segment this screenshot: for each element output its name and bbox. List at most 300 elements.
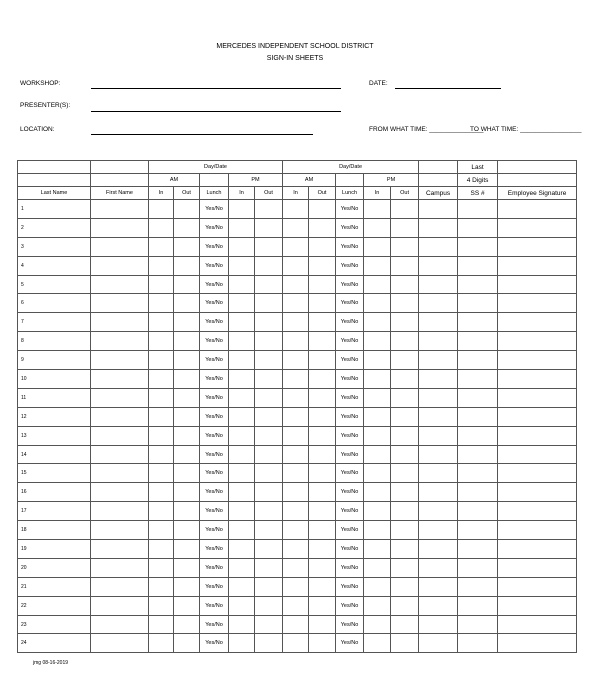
- pm-out-cell-2[interactable]: [391, 464, 419, 483]
- lunch-cell-2[interactable]: [336, 200, 364, 219]
- pm-out-cell-1[interactable]: [255, 313, 283, 332]
- pm-out-cell-1[interactable]: [255, 370, 283, 389]
- am-in-cell-1[interactable]: [149, 483, 174, 502]
- pm-out-cell-2[interactable]: [391, 596, 419, 615]
- ss-digits-cell[interactable]: [458, 558, 498, 577]
- pm-in-cell-2[interactable]: [364, 294, 391, 313]
- am-out-cell-2[interactable]: [309, 483, 336, 502]
- am-out-cell-1[interactable]: [174, 351, 200, 370]
- lunch-cell-2[interactable]: [336, 351, 364, 370]
- pm-in-cell-2[interactable]: [364, 502, 391, 521]
- pm-out-cell-1[interactable]: [255, 388, 283, 407]
- am-out-cell-2[interactable]: [309, 275, 336, 294]
- pm-in-cell-2[interactable]: [364, 483, 391, 502]
- last-name-cell[interactable]: [18, 445, 91, 464]
- lunch-cell-1[interactable]: [200, 313, 229, 332]
- lunch-cell-1[interactable]: [200, 237, 229, 256]
- first-name-cell[interactable]: [91, 294, 149, 313]
- lunch-cell-1[interactable]: [200, 483, 229, 502]
- am-out-cell-2[interactable]: [309, 218, 336, 237]
- last-name-cell[interactable]: [18, 407, 91, 426]
- pm-in-cell-2[interactable]: [364, 275, 391, 294]
- am-out-cell-1[interactable]: [174, 596, 200, 615]
- pm-in-cell-2[interactable]: [364, 388, 391, 407]
- lunch-cell-2[interactable]: [336, 577, 364, 596]
- pm-in-cell-2[interactable]: [364, 577, 391, 596]
- am-in-cell-2[interactable]: [283, 540, 309, 559]
- last-name-cell[interactable]: [18, 577, 91, 596]
- pm-out-cell-1[interactable]: [255, 558, 283, 577]
- lunch-cell-2[interactable]: [336, 426, 364, 445]
- am-in-cell-1[interactable]: [149, 596, 174, 615]
- am-out-cell-2[interactable]: [309, 540, 336, 559]
- ss-digits-cell[interactable]: [458, 634, 498, 653]
- lunch-cell-2[interactable]: [336, 502, 364, 521]
- am-out-cell-2[interactable]: [309, 464, 336, 483]
- lunch-cell-2[interactable]: [336, 407, 364, 426]
- location-line[interactable]: [91, 134, 313, 135]
- ss-digits-cell[interactable]: [458, 521, 498, 540]
- am-in-cell-1[interactable]: [149, 615, 174, 634]
- last-name-cell[interactable]: [18, 558, 91, 577]
- pm-in-cell-2[interactable]: [364, 464, 391, 483]
- signature-cell[interactable]: [498, 237, 577, 256]
- last-name-cell[interactable]: [18, 332, 91, 351]
- lunch-cell-1[interactable]: [200, 615, 229, 634]
- first-name-cell[interactable]: [91, 351, 149, 370]
- last-name-cell[interactable]: [18, 370, 91, 389]
- am-out-cell-2[interactable]: [309, 407, 336, 426]
- pm-in-cell-1[interactable]: [229, 426, 255, 445]
- lunch-cell-2[interactable]: [336, 388, 364, 407]
- first-name-cell[interactable]: [91, 596, 149, 615]
- am-out-cell-2[interactable]: [309, 502, 336, 521]
- am-in-cell-1[interactable]: [149, 388, 174, 407]
- pm-in-cell-2[interactable]: [364, 596, 391, 615]
- pm-in-cell-1[interactable]: [229, 332, 255, 351]
- pm-out-cell-2[interactable]: [391, 445, 419, 464]
- first-name-cell[interactable]: [91, 558, 149, 577]
- pm-out-cell-2[interactable]: [391, 483, 419, 502]
- am-in-cell-2[interactable]: [283, 521, 309, 540]
- lunch-cell-1[interactable]: [200, 577, 229, 596]
- pm-in-cell-2[interactable]: [364, 370, 391, 389]
- last-name-cell[interactable]: [18, 313, 91, 332]
- ss-digits-cell[interactable]: [458, 332, 498, 351]
- signature-cell[interactable]: [498, 445, 577, 464]
- first-name-cell[interactable]: [91, 332, 149, 351]
- pm-out-cell-2[interactable]: [391, 540, 419, 559]
- campus-cell[interactable]: [419, 577, 458, 596]
- pm-in-cell-2[interactable]: [364, 521, 391, 540]
- pm-in-cell-1[interactable]: [229, 370, 255, 389]
- am-out-cell-2[interactable]: [309, 388, 336, 407]
- am-in-cell-2[interactable]: [283, 426, 309, 445]
- pm-out-cell-2[interactable]: [391, 351, 419, 370]
- am-out-cell-2[interactable]: [309, 370, 336, 389]
- am-in-cell-1[interactable]: [149, 200, 174, 219]
- signature-cell[interactable]: [498, 502, 577, 521]
- pm-in-cell-1[interactable]: [229, 540, 255, 559]
- signature-cell[interactable]: [498, 313, 577, 332]
- am-in-cell-2[interactable]: [283, 577, 309, 596]
- am-out-cell-1[interactable]: [174, 464, 200, 483]
- lunch-cell-1[interactable]: [200, 445, 229, 464]
- am-in-cell-2[interactable]: [283, 256, 309, 275]
- lunch-cell-2[interactable]: [336, 521, 364, 540]
- pm-in-cell-2[interactable]: [364, 351, 391, 370]
- ss-digits-cell[interactable]: [458, 445, 498, 464]
- am-in-cell-1[interactable]: [149, 426, 174, 445]
- first-name-cell[interactable]: [91, 426, 149, 445]
- pm-out-cell-2[interactable]: [391, 237, 419, 256]
- campus-cell[interactable]: [419, 540, 458, 559]
- am-in-cell-2[interactable]: [283, 634, 309, 653]
- lunch-cell-2[interactable]: [336, 596, 364, 615]
- pm-out-cell-2[interactable]: [391, 370, 419, 389]
- am-in-cell-1[interactable]: [149, 464, 174, 483]
- am-in-cell-2[interactable]: [283, 218, 309, 237]
- signature-cell[interactable]: [498, 596, 577, 615]
- am-in-cell-2[interactable]: [283, 596, 309, 615]
- lunch-cell-2[interactable]: [336, 464, 364, 483]
- pm-out-cell-1[interactable]: [255, 407, 283, 426]
- first-name-cell[interactable]: [91, 540, 149, 559]
- am-in-cell-1[interactable]: [149, 275, 174, 294]
- last-name-cell[interactable]: [18, 634, 91, 653]
- campus-cell[interactable]: [419, 426, 458, 445]
- signature-cell[interactable]: [498, 332, 577, 351]
- pm-out-cell-2[interactable]: [391, 218, 419, 237]
- pm-in-cell-1[interactable]: [229, 445, 255, 464]
- campus-cell[interactable]: [419, 313, 458, 332]
- am-out-cell-1[interactable]: [174, 483, 200, 502]
- ss-digits-cell[interactable]: [458, 200, 498, 219]
- pm-in-cell-1[interactable]: [229, 351, 255, 370]
- am-in-cell-2[interactable]: [283, 558, 309, 577]
- am-out-cell-2[interactable]: [309, 596, 336, 615]
- first-name-cell[interactable]: [91, 615, 149, 634]
- last-name-cell[interactable]: [18, 237, 91, 256]
- lunch-cell-1[interactable]: [200, 407, 229, 426]
- ss-digits-cell[interactable]: [458, 426, 498, 445]
- pm-out-cell-1[interactable]: [255, 540, 283, 559]
- pm-in-cell-2[interactable]: [364, 634, 391, 653]
- pm-out-cell-1[interactable]: [255, 275, 283, 294]
- campus-cell[interactable]: [419, 237, 458, 256]
- campus-cell[interactable]: [419, 596, 458, 615]
- lunch-cell-1[interactable]: [200, 218, 229, 237]
- lunch-cell-2[interactable]: [336, 256, 364, 275]
- lunch-cell-1[interactable]: [200, 521, 229, 540]
- campus-cell[interactable]: [419, 388, 458, 407]
- to-time-field[interactable]: TO WHAT TIME: _________________: [470, 126, 582, 133]
- signature-cell[interactable]: [498, 256, 577, 275]
- am-in-cell-2[interactable]: [283, 313, 309, 332]
- last-name-cell[interactable]: [18, 502, 91, 521]
- pm-in-cell-1[interactable]: [229, 313, 255, 332]
- am-out-cell-1[interactable]: [174, 388, 200, 407]
- campus-cell[interactable]: [419, 351, 458, 370]
- am-in-cell-2[interactable]: [283, 237, 309, 256]
- signature-cell[interactable]: [498, 200, 577, 219]
- lunch-cell-2[interactable]: [336, 445, 364, 464]
- pm-in-cell-1[interactable]: [229, 634, 255, 653]
- ss-digits-cell[interactable]: [458, 275, 498, 294]
- pm-in-cell-1[interactable]: [229, 558, 255, 577]
- am-out-cell-1[interactable]: [174, 558, 200, 577]
- am-out-cell-1[interactable]: [174, 502, 200, 521]
- campus-cell[interactable]: [419, 256, 458, 275]
- pm-out-cell-2[interactable]: [391, 426, 419, 445]
- last-name-cell[interactable]: [18, 256, 91, 275]
- pm-in-cell-2[interactable]: [364, 256, 391, 275]
- pm-in-cell-1[interactable]: [229, 521, 255, 540]
- signature-cell[interactable]: [498, 218, 577, 237]
- first-name-cell[interactable]: [91, 370, 149, 389]
- am-out-cell-2[interactable]: [309, 332, 336, 351]
- lunch-cell-2[interactable]: [336, 558, 364, 577]
- am-in-cell-2[interactable]: [283, 615, 309, 634]
- lunch-cell-2[interactable]: [336, 370, 364, 389]
- pm-out-cell-1[interactable]: [255, 634, 283, 653]
- signature-cell[interactable]: [498, 464, 577, 483]
- campus-cell[interactable]: [419, 464, 458, 483]
- signature-cell[interactable]: [498, 275, 577, 294]
- am-out-cell-1[interactable]: [174, 256, 200, 275]
- lunch-cell-2[interactable]: [336, 313, 364, 332]
- am-out-cell-2[interactable]: [309, 558, 336, 577]
- lunch-cell-1[interactable]: [200, 275, 229, 294]
- am-out-cell-2[interactable]: [309, 294, 336, 313]
- pm-out-cell-2[interactable]: [391, 313, 419, 332]
- lunch-cell-2[interactable]: [336, 483, 364, 502]
- am-out-cell-2[interactable]: [309, 577, 336, 596]
- pm-in-cell-2[interactable]: [364, 407, 391, 426]
- lunch-cell-2[interactable]: [336, 540, 364, 559]
- signature-cell[interactable]: [498, 540, 577, 559]
- pm-in-cell-2[interactable]: [364, 218, 391, 237]
- pm-out-cell-1[interactable]: [255, 200, 283, 219]
- lunch-cell-2[interactable]: [336, 332, 364, 351]
- am-in-cell-2[interactable]: [283, 464, 309, 483]
- pm-in-cell-2[interactable]: [364, 332, 391, 351]
- ss-digits-cell[interactable]: [458, 615, 498, 634]
- pm-out-cell-1[interactable]: [255, 483, 283, 502]
- pm-in-cell-2[interactable]: [364, 615, 391, 634]
- lunch-cell-1[interactable]: [200, 426, 229, 445]
- presenter-line[interactable]: [91, 111, 341, 112]
- pm-in-cell-1[interactable]: [229, 483, 255, 502]
- campus-cell[interactable]: [419, 200, 458, 219]
- last-name-cell[interactable]: [18, 464, 91, 483]
- ss-digits-cell[interactable]: [458, 351, 498, 370]
- am-out-cell-2[interactable]: [309, 237, 336, 256]
- am-in-cell-1[interactable]: [149, 294, 174, 313]
- lunch-cell-1[interactable]: [200, 370, 229, 389]
- pm-out-cell-2[interactable]: [391, 577, 419, 596]
- am-out-cell-1[interactable]: [174, 313, 200, 332]
- first-name-cell[interactable]: [91, 256, 149, 275]
- pm-in-cell-2[interactable]: [364, 558, 391, 577]
- ss-digits-cell[interactable]: [458, 294, 498, 313]
- lunch-cell-1[interactable]: [200, 558, 229, 577]
- am-in-cell-1[interactable]: [149, 332, 174, 351]
- pm-in-cell-1[interactable]: [229, 577, 255, 596]
- pm-in-cell-2[interactable]: [364, 426, 391, 445]
- am-in-cell-1[interactable]: [149, 218, 174, 237]
- ss-digits-cell[interactable]: [458, 256, 498, 275]
- am-out-cell-1[interactable]: [174, 200, 200, 219]
- last-name-cell[interactable]: [18, 615, 91, 634]
- pm-out-cell-2[interactable]: [391, 502, 419, 521]
- signature-cell[interactable]: [498, 558, 577, 577]
- campus-cell[interactable]: [419, 615, 458, 634]
- last-name-cell[interactable]: [18, 351, 91, 370]
- ss-digits-cell[interactable]: [458, 596, 498, 615]
- ss-digits-cell[interactable]: [458, 370, 498, 389]
- am-in-cell-1[interactable]: [149, 237, 174, 256]
- campus-cell[interactable]: [419, 445, 458, 464]
- lunch-cell-2[interactable]: [336, 275, 364, 294]
- campus-cell[interactable]: [419, 558, 458, 577]
- ss-digits-cell[interactable]: [458, 502, 498, 521]
- ss-digits-cell[interactable]: [458, 407, 498, 426]
- pm-in-cell-2[interactable]: [364, 540, 391, 559]
- campus-cell[interactable]: [419, 294, 458, 313]
- campus-cell[interactable]: [419, 483, 458, 502]
- am-out-cell-2[interactable]: [309, 445, 336, 464]
- campus-cell[interactable]: [419, 332, 458, 351]
- am-in-cell-2[interactable]: [283, 294, 309, 313]
- campus-cell[interactable]: [419, 370, 458, 389]
- ss-digits-cell[interactable]: [458, 237, 498, 256]
- am-in-cell-2[interactable]: [283, 370, 309, 389]
- am-out-cell-1[interactable]: [174, 577, 200, 596]
- am-out-cell-1[interactable]: [174, 370, 200, 389]
- campus-cell[interactable]: [419, 521, 458, 540]
- pm-out-cell-1[interactable]: [255, 502, 283, 521]
- am-out-cell-2[interactable]: [309, 521, 336, 540]
- pm-out-cell-2[interactable]: [391, 521, 419, 540]
- lunch-cell-1[interactable]: [200, 332, 229, 351]
- am-out-cell-1[interactable]: [174, 332, 200, 351]
- pm-out-cell-1[interactable]: [255, 294, 283, 313]
- pm-out-cell-1[interactable]: [255, 577, 283, 596]
- pm-in-cell-1[interactable]: [229, 256, 255, 275]
- campus-cell[interactable]: [419, 407, 458, 426]
- signature-cell[interactable]: [498, 483, 577, 502]
- lunch-cell-1[interactable]: [200, 596, 229, 615]
- pm-in-cell-1[interactable]: [229, 388, 255, 407]
- lunch-cell-1[interactable]: [200, 200, 229, 219]
- pm-out-cell-2[interactable]: [391, 388, 419, 407]
- lunch-cell-2[interactable]: [336, 294, 364, 313]
- ss-digits-cell[interactable]: [458, 577, 498, 596]
- campus-cell[interactable]: [419, 275, 458, 294]
- pm-out-cell-2[interactable]: [391, 275, 419, 294]
- last-name-cell[interactable]: [18, 521, 91, 540]
- pm-in-cell-1[interactable]: [229, 502, 255, 521]
- pm-in-cell-2[interactable]: [364, 313, 391, 332]
- last-name-cell[interactable]: [18, 218, 91, 237]
- pm-out-cell-2[interactable]: [391, 407, 419, 426]
- am-in-cell-2[interactable]: [283, 275, 309, 294]
- first-name-cell[interactable]: [91, 313, 149, 332]
- first-name-cell[interactable]: [91, 445, 149, 464]
- am-out-cell-1[interactable]: [174, 615, 200, 634]
- first-name-cell[interactable]: [91, 521, 149, 540]
- pm-in-cell-2[interactable]: [364, 200, 391, 219]
- am-in-cell-2[interactable]: [283, 332, 309, 351]
- signature-cell[interactable]: [498, 370, 577, 389]
- pm-in-cell-1[interactable]: [229, 294, 255, 313]
- pm-out-cell-1[interactable]: [255, 596, 283, 615]
- am-in-cell-1[interactable]: [149, 313, 174, 332]
- lunch-cell-1[interactable]: [200, 388, 229, 407]
- last-name-cell[interactable]: [18, 388, 91, 407]
- am-in-cell-1[interactable]: [149, 558, 174, 577]
- campus-cell[interactable]: [419, 634, 458, 653]
- am-in-cell-1[interactable]: [149, 256, 174, 275]
- am-out-cell-2[interactable]: [309, 200, 336, 219]
- am-out-cell-2[interactable]: [309, 634, 336, 653]
- am-out-cell-1[interactable]: [174, 294, 200, 313]
- last-name-cell[interactable]: [18, 294, 91, 313]
- pm-out-cell-1[interactable]: [255, 237, 283, 256]
- lunch-cell-1[interactable]: [200, 502, 229, 521]
- am-in-cell-1[interactable]: [149, 407, 174, 426]
- pm-out-cell-1[interactable]: [255, 426, 283, 445]
- first-name-cell[interactable]: [91, 218, 149, 237]
- pm-in-cell-2[interactable]: [364, 237, 391, 256]
- am-out-cell-1[interactable]: [174, 407, 200, 426]
- pm-in-cell-1[interactable]: [229, 615, 255, 634]
- am-out-cell-1[interactable]: [174, 237, 200, 256]
- pm-in-cell-1[interactable]: [229, 218, 255, 237]
- pm-in-cell-1[interactable]: [229, 407, 255, 426]
- lunch-cell-1[interactable]: [200, 351, 229, 370]
- first-name-cell[interactable]: [91, 464, 149, 483]
- pm-in-cell-1[interactable]: [229, 200, 255, 219]
- am-out-cell-1[interactable]: [174, 445, 200, 464]
- signature-cell[interactable]: [498, 407, 577, 426]
- pm-out-cell-2[interactable]: [391, 615, 419, 634]
- pm-out-cell-1[interactable]: [255, 464, 283, 483]
- pm-in-cell-1[interactable]: [229, 464, 255, 483]
- am-in-cell-1[interactable]: [149, 445, 174, 464]
- am-in-cell-2[interactable]: [283, 388, 309, 407]
- am-in-cell-1[interactable]: [149, 577, 174, 596]
- pm-in-cell-1[interactable]: [229, 275, 255, 294]
- ss-digits-cell[interactable]: [458, 313, 498, 332]
- am-in-cell-1[interactable]: [149, 370, 174, 389]
- campus-cell[interactable]: [419, 502, 458, 521]
- am-in-cell-1[interactable]: [149, 351, 174, 370]
- am-out-cell-2[interactable]: [309, 256, 336, 275]
- lunch-cell-1[interactable]: [200, 464, 229, 483]
- pm-out-cell-2[interactable]: [391, 634, 419, 653]
- pm-out-cell-2[interactable]: [391, 256, 419, 275]
- am-out-cell-1[interactable]: [174, 521, 200, 540]
- am-in-cell-2[interactable]: [283, 200, 309, 219]
- am-out-cell-2[interactable]: [309, 313, 336, 332]
- first-name-cell[interactable]: [91, 275, 149, 294]
- am-in-cell-1[interactable]: [149, 521, 174, 540]
- am-out-cell-2[interactable]: [309, 351, 336, 370]
- pm-out-cell-2[interactable]: [391, 332, 419, 351]
- am-out-cell-1[interactable]: [174, 275, 200, 294]
